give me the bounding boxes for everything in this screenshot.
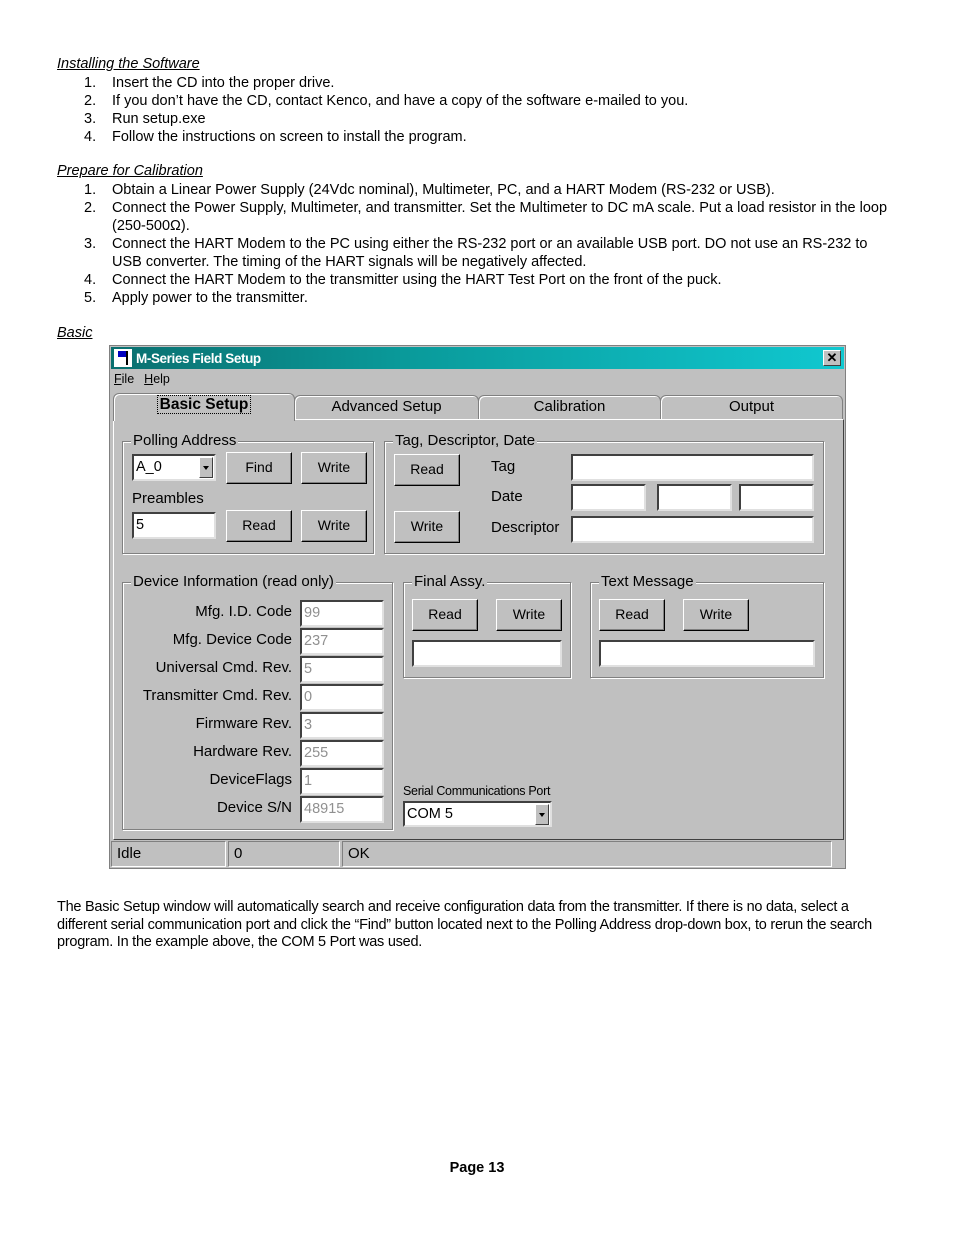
firmware-rev-label: Firmware Rev. xyxy=(195,715,292,732)
firmware-rev-field: 3 xyxy=(300,712,384,739)
preambles-input[interactable]: 5 xyxy=(132,512,216,539)
list-item: 1. Insert the CD into the proper drive. xyxy=(84,75,335,91)
descriptor-label: Descriptor xyxy=(491,519,560,536)
final-assy-write-button[interactable]: Write xyxy=(496,599,562,631)
tab-strip xyxy=(113,393,843,419)
mfg-id-code-label: Mfg. I.D. Code xyxy=(195,603,292,620)
tag-label: Tag xyxy=(491,458,516,475)
final-assy-label: Final Assy. xyxy=(414,573,486,590)
device-flags-field: 1 xyxy=(300,768,384,795)
list-item: 3. Run setup.exe xyxy=(84,111,206,127)
preambles-read-button[interactable]: Read xyxy=(226,510,292,542)
final-assy-group xyxy=(403,573,571,678)
list-item: 3. Connect the HART Modem to the PC using either the RS-232 port or an available USB port. DO not use an RS-232 to USB converter. The timing of the HART signals will be negatively affected. xyxy=(84,236,868,270)
device-sn-field: 48915 xyxy=(300,796,384,823)
descriptor-input[interactable] xyxy=(571,516,814,543)
list-item: 5. Apply power to the transmitter. xyxy=(84,290,308,306)
calibration-steps-list xyxy=(57,181,897,307)
text-message-input[interactable] xyxy=(599,640,815,667)
transmitter-cmd-rev-label: Transmitter Cmd. Rev. xyxy=(142,687,292,704)
tab-output[interactable]: Output xyxy=(660,395,843,419)
preambles-write-button[interactable]: Write xyxy=(301,510,367,542)
text-message-label: Text Message xyxy=(601,573,694,590)
chevron-down-icon[interactable] xyxy=(199,457,213,478)
text-message-group xyxy=(590,573,824,678)
transmitter-cmd-rev-field: 0 xyxy=(300,684,384,711)
tag-group-label: Tag, Descriptor, Date xyxy=(395,432,536,449)
serial-port-dropdown[interactable]: COM 5 xyxy=(403,801,552,827)
device-flags-label: DeviceFlags xyxy=(209,771,292,788)
installing-steps-list xyxy=(57,74,897,146)
page-number: Page 13 xyxy=(449,1160,505,1176)
field-setup-window xyxy=(109,345,846,869)
basic-setup-description: The Basic Setup window will automatically search and receive configuration data from the transmitter. If there is no data, select a different serial communication port and click the “Find” button located next to the Polling Address drop-down box, to rerun the search program. In the example above, the COM 5 Port was used. xyxy=(57,899,872,950)
app-flag-icon xyxy=(114,349,132,367)
menu-file[interactable]: File xyxy=(114,372,135,386)
basic-setup-panel xyxy=(113,419,844,840)
date-year-input[interactable] xyxy=(739,484,814,511)
section-title-installing: Installing the Software xyxy=(57,56,200,72)
polling-address-label: Polling Address xyxy=(133,432,237,449)
tag-descriptor-date-group xyxy=(384,432,824,554)
chevron-down-icon[interactable] xyxy=(535,804,549,825)
list-item: 4. Follow the instructions on screen to install the program. xyxy=(84,129,467,145)
date-label: Date xyxy=(491,488,523,505)
device-sn-label: Device S/N xyxy=(216,799,292,816)
hardware-rev-label: Hardware Rev. xyxy=(193,743,292,760)
menu-bar xyxy=(114,372,170,386)
universal-cmd-rev-field: 5 xyxy=(300,656,384,683)
final-assy-read-button[interactable]: Read xyxy=(412,599,478,631)
tag-read-button[interactable]: Read xyxy=(394,454,460,486)
text-message-read-button[interactable]: Read xyxy=(599,599,665,631)
find-button[interactable]: Find xyxy=(226,452,292,484)
list-item: 4. Connect the HART Modem to the transmitter using the HART Test Port on the front of the puck. xyxy=(84,272,722,288)
tab-advanced-setup[interactable]: Advanced Setup xyxy=(294,395,479,419)
polling-address-group xyxy=(122,432,374,554)
tab-basic-setup[interactable]: Basic Setup xyxy=(113,393,295,421)
tab-calibration[interactable]: Calibration xyxy=(478,395,661,419)
serial-port-label: Serial Communications Port xyxy=(403,784,551,798)
universal-cmd-rev-label: Universal Cmd. Rev. xyxy=(155,659,292,676)
mfg-device-code-label: Mfg. Device Code xyxy=(172,631,292,648)
status-message: OK xyxy=(342,841,832,867)
hardware-rev-field: 255 xyxy=(300,740,384,767)
list-item: 2. If you don’t have the CD, contact Kenco, and have a copy of the software e-mailed to you. xyxy=(84,93,689,109)
mfg-id-code-field: 99 xyxy=(300,600,384,627)
tag-write-button[interactable]: Write xyxy=(394,511,460,543)
status-count: 0 xyxy=(228,841,340,867)
date-month-input[interactable] xyxy=(657,484,732,511)
list-item: 1. Obtain a Linear Power Supply (24Vdc nominal), Multimeter, PC, and a HART Modem (RS-232 or USB). xyxy=(84,182,775,198)
section-title-basic: Basic xyxy=(57,325,93,341)
device-info-label: Device Information (read only) xyxy=(133,573,334,590)
window-title: M-Series Field Setup xyxy=(136,350,261,366)
device-information-group xyxy=(122,573,393,830)
polling-write-button[interactable]: Write xyxy=(301,452,367,484)
tag-input[interactable] xyxy=(571,454,814,481)
final-assy-input[interactable] xyxy=(412,640,562,667)
status-bar xyxy=(111,841,833,867)
mfg-device-code-field: 237 xyxy=(300,628,384,655)
preambles-label: Preambles xyxy=(132,490,204,507)
list-item: 2. Connect the Power Supply, Multimeter, and transmitter. Set the Multimeter to DC mA scale. Put a load resistor in the loop (250-500Ω). xyxy=(84,200,888,234)
polling-address-dropdown[interactable]: A_0 xyxy=(132,454,216,481)
title-bar[interactable] xyxy=(111,347,844,369)
section-title-prepare: Prepare for Calibration xyxy=(57,163,203,179)
status-state: Idle xyxy=(111,841,226,867)
menu-help[interactable]: Help xyxy=(144,372,170,386)
date-day-input[interactable] xyxy=(571,484,646,511)
close-button[interactable]: ✕ xyxy=(823,350,841,366)
text-message-write-button[interactable]: Write xyxy=(683,599,749,631)
